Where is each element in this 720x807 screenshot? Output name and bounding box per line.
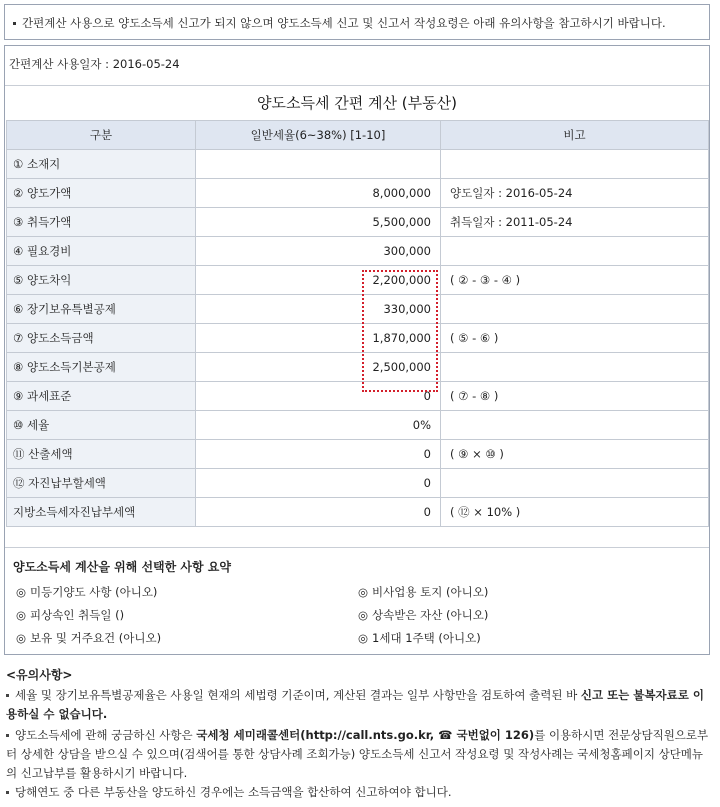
table-row	[7, 295, 709, 324]
row-value: 330,000	[196, 295, 441, 324]
row-label: ⑩ 세율	[7, 411, 196, 440]
summary-title: 양도소득세 계산을 위해 선택한 사항 요약	[13, 560, 231, 574]
table-row	[7, 440, 709, 469]
row-note: 취득일자 : 2011-05-24	[441, 208, 709, 237]
row-note: ( ② - ③ - ④ )	[441, 266, 709, 295]
table-row	[7, 411, 709, 440]
summary-item	[358, 607, 488, 623]
row-note	[441, 469, 709, 498]
row-label: ⑫ 자진납부할세액	[7, 469, 196, 498]
table-row	[7, 469, 709, 498]
caution-item	[6, 726, 710, 783]
row-value: 0	[196, 469, 441, 498]
row-value: 0	[196, 498, 441, 527]
double-circle-icon: ◎	[16, 608, 27, 622]
row-value: 300,000	[196, 237, 441, 266]
row-label: 지방소득세자진납부세액	[7, 498, 196, 527]
summary-item	[16, 584, 157, 600]
table-row	[7, 208, 709, 237]
row-label: ② 양도가액	[7, 179, 196, 208]
summary-item-text: 피상속인 취득일 ()	[30, 608, 125, 622]
calc-title: 양도소득세 간편 계산 (부동산)	[257, 94, 457, 112]
table-row	[7, 498, 709, 527]
row-label: ⑥ 장기보유특별공제	[7, 295, 196, 324]
bullet-icon	[6, 694, 9, 697]
caution-text: 세율 및 장기보유특별공제율은 사용일 현재의 세법령 기준이며, 계산된 결과는 일부 사항만을 검토하여 출력된 바	[15, 688, 581, 702]
notice-text: 간편계산 사용으로 양도소득세 신고가 되지 않으며 양도소득세 신고 및 신고서 작성요령은 아래 유의사항을 참고하시기 바랍니다.	[22, 16, 666, 30]
row-note: ( ⑦ - ⑧ )	[441, 382, 709, 411]
table-row	[7, 324, 709, 353]
divider	[5, 547, 709, 548]
summary-item	[358, 630, 481, 646]
row-value: 0%	[196, 411, 441, 440]
row-note: 양도일자 : 2016-05-24	[441, 179, 709, 208]
table-header-row	[7, 121, 709, 150]
row-label: ⑧ 양도소득기본공제	[7, 353, 196, 382]
summary-item-text: 1세대 1주택 (아니오)	[372, 631, 481, 645]
bullet-icon	[13, 22, 16, 25]
table-row	[7, 266, 709, 295]
row-note	[441, 150, 709, 179]
table-row	[7, 237, 709, 266]
double-circle-icon: ◎	[16, 585, 27, 599]
caution-text: 양도소득세에 관해 궁금하신 사항은	[15, 728, 197, 742]
summary-item	[16, 630, 161, 646]
row-label: ① 소재지	[7, 150, 196, 179]
use-date: 간편계산 사용일자 : 2016-05-24	[9, 57, 180, 71]
double-circle-icon: ◎	[358, 585, 369, 599]
row-label: ⑤ 양도차익	[7, 266, 196, 295]
notice-box	[4, 4, 710, 40]
row-value: 2,500,000	[196, 353, 441, 382]
table-row	[7, 382, 709, 411]
row-note: ( ⑨ × ⑩ )	[441, 440, 709, 469]
row-label: ⑨ 과세표준	[7, 382, 196, 411]
row-value: 8,000,000	[196, 179, 441, 208]
double-circle-icon: ◎	[358, 608, 369, 622]
header-general-rate: 일반세율(6~38%) [1-10]	[196, 121, 441, 150]
table-row	[7, 353, 709, 382]
row-value: 2,200,000	[196, 266, 441, 295]
caution-text: 를 이용하시면 전문상담직원으로부터 상세한 상담을 받으실 수 있으며(검색어를 통한 상담사례 조회가능) 양도소득세 신고서 작성요령 및 작성사례는 국세청홈페이지 상단메뉴의 신고납부를 활용하시기 바랍니다.	[6, 728, 709, 780]
calc-table	[6, 120, 709, 527]
summary-item-text: 미등기양도 사항 (아니오)	[30, 585, 158, 599]
row-note: ( ⑫ × 10% )	[441, 498, 709, 527]
summary-item-text: 보유 및 거주요건 (아니오)	[30, 631, 162, 645]
bullet-icon	[6, 791, 9, 794]
row-value: 0	[196, 382, 441, 411]
row-note	[441, 237, 709, 266]
row-label: ③ 취득가액	[7, 208, 196, 237]
row-label: ⑦ 양도소득금액	[7, 324, 196, 353]
row-note	[441, 295, 709, 324]
summary-item-text: 상속받은 자산 (아니오)	[372, 608, 489, 622]
row-label: ④ 필요경비	[7, 237, 196, 266]
header-remarks: 비고	[441, 121, 709, 150]
row-value	[196, 150, 441, 179]
table-row	[7, 150, 709, 179]
row-note: ( ⑤ - ⑥ )	[441, 324, 709, 353]
row-note	[441, 411, 709, 440]
caution-bold-text: 신고 또는 불복자료로 이용하실 수 없습니다.	[6, 688, 704, 721]
row-label: ⑪ 산출세액	[7, 440, 196, 469]
double-circle-icon: ◎	[358, 631, 369, 645]
caution-item	[6, 686, 710, 724]
bullet-icon	[6, 734, 9, 737]
caution-item	[6, 783, 710, 802]
header-category: 구분	[7, 121, 196, 150]
caution-text: 당해연도 중 다른 부동산을 양도하신 경우에는 소득금액을 합산하여 신고하여야 합니다.	[15, 785, 452, 799]
summary-item	[358, 584, 488, 600]
row-note	[441, 353, 709, 382]
double-circle-icon: ◎	[16, 631, 27, 645]
summary-item	[16, 607, 124, 623]
caution-title: <유의사항>	[6, 668, 73, 682]
caution-bold-text: 국세청 세미래콜센터(http://call.nts.go.kr, ☎ 국번없이 126)	[196, 728, 535, 742]
table-row	[7, 179, 709, 208]
row-value: 1,870,000	[196, 324, 441, 353]
row-value: 0	[196, 440, 441, 469]
summary-item-text: 비사업용 토지 (아니오)	[372, 585, 489, 599]
row-value: 5,500,000	[196, 208, 441, 237]
